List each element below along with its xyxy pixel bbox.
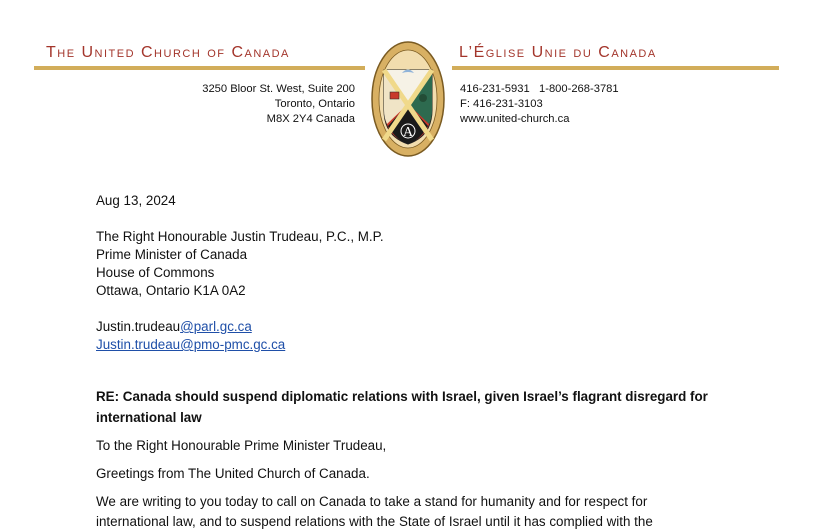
contact-fax: F: 416-231-3103 — [460, 98, 543, 110]
header-rule-right — [452, 66, 779, 70]
recipient-line-1: The Right Honourable Justin Trudeau, P.C., M.P. — [96, 229, 384, 244]
body-line-2: international law, and to suspend relations with the State of Israel until it has complied with the — [96, 514, 653, 529]
header-rule-left — [34, 66, 365, 70]
salutation: To the Right Honourable Prime Minister Trudeau, — [96, 438, 387, 453]
church-name-english: The United Church of Canada — [46, 44, 290, 61]
recipient-line-2: Prime Minister of Canada — [96, 247, 248, 262]
svg-text:A: A — [402, 125, 414, 140]
church-name-french: L’Église Unie du Canada — [459, 44, 657, 61]
email-parl — [96, 318, 736, 336]
church-contact — [460, 82, 700, 127]
greeting: Greetings from The United Church of Canada. — [96, 466, 370, 481]
subject-line-1: RE: Canada should suspend diplomatic relations with Israel, given Israel’s flagrant disregard for — [96, 389, 708, 404]
recipient-line-4: Ottawa, Ontario K1A 0A2 — [96, 283, 246, 298]
recipient-line-3: House of Commons — [96, 265, 215, 280]
contact-website: www.united-church.ca — [460, 113, 570, 125]
church-address — [180, 82, 355, 127]
email-parl-user: Justin.trudeau — [96, 319, 181, 334]
address-line-3: M8X 2Y4 Canada — [266, 113, 355, 125]
letter-body — [96, 192, 736, 532]
united-church-crest-icon — [370, 40, 446, 158]
address-line-1: 3250 Bloor St. West, Suite 200 — [202, 83, 355, 95]
letter-subject — [96, 386, 736, 428]
subject-line-2: international law — [96, 410, 202, 425]
email-pmo-link[interactable]: Justin.trudeau@pmo-pmc.gc.ca — [96, 337, 286, 352]
address-line-2: Toronto, Ontario — [274, 98, 355, 110]
letter-date: Aug 13, 2024 — [96, 193, 176, 208]
body-paragraph — [96, 492, 736, 532]
email-parl-link[interactable]: @parl.gc.ca — [180, 319, 252, 334]
body-line-1: We are writing to you today to call on Canada to take a stand for humanity and for respect for — [96, 494, 648, 509]
contact-phone: 416-231-5931 1-800-268-3781 — [460, 83, 619, 95]
